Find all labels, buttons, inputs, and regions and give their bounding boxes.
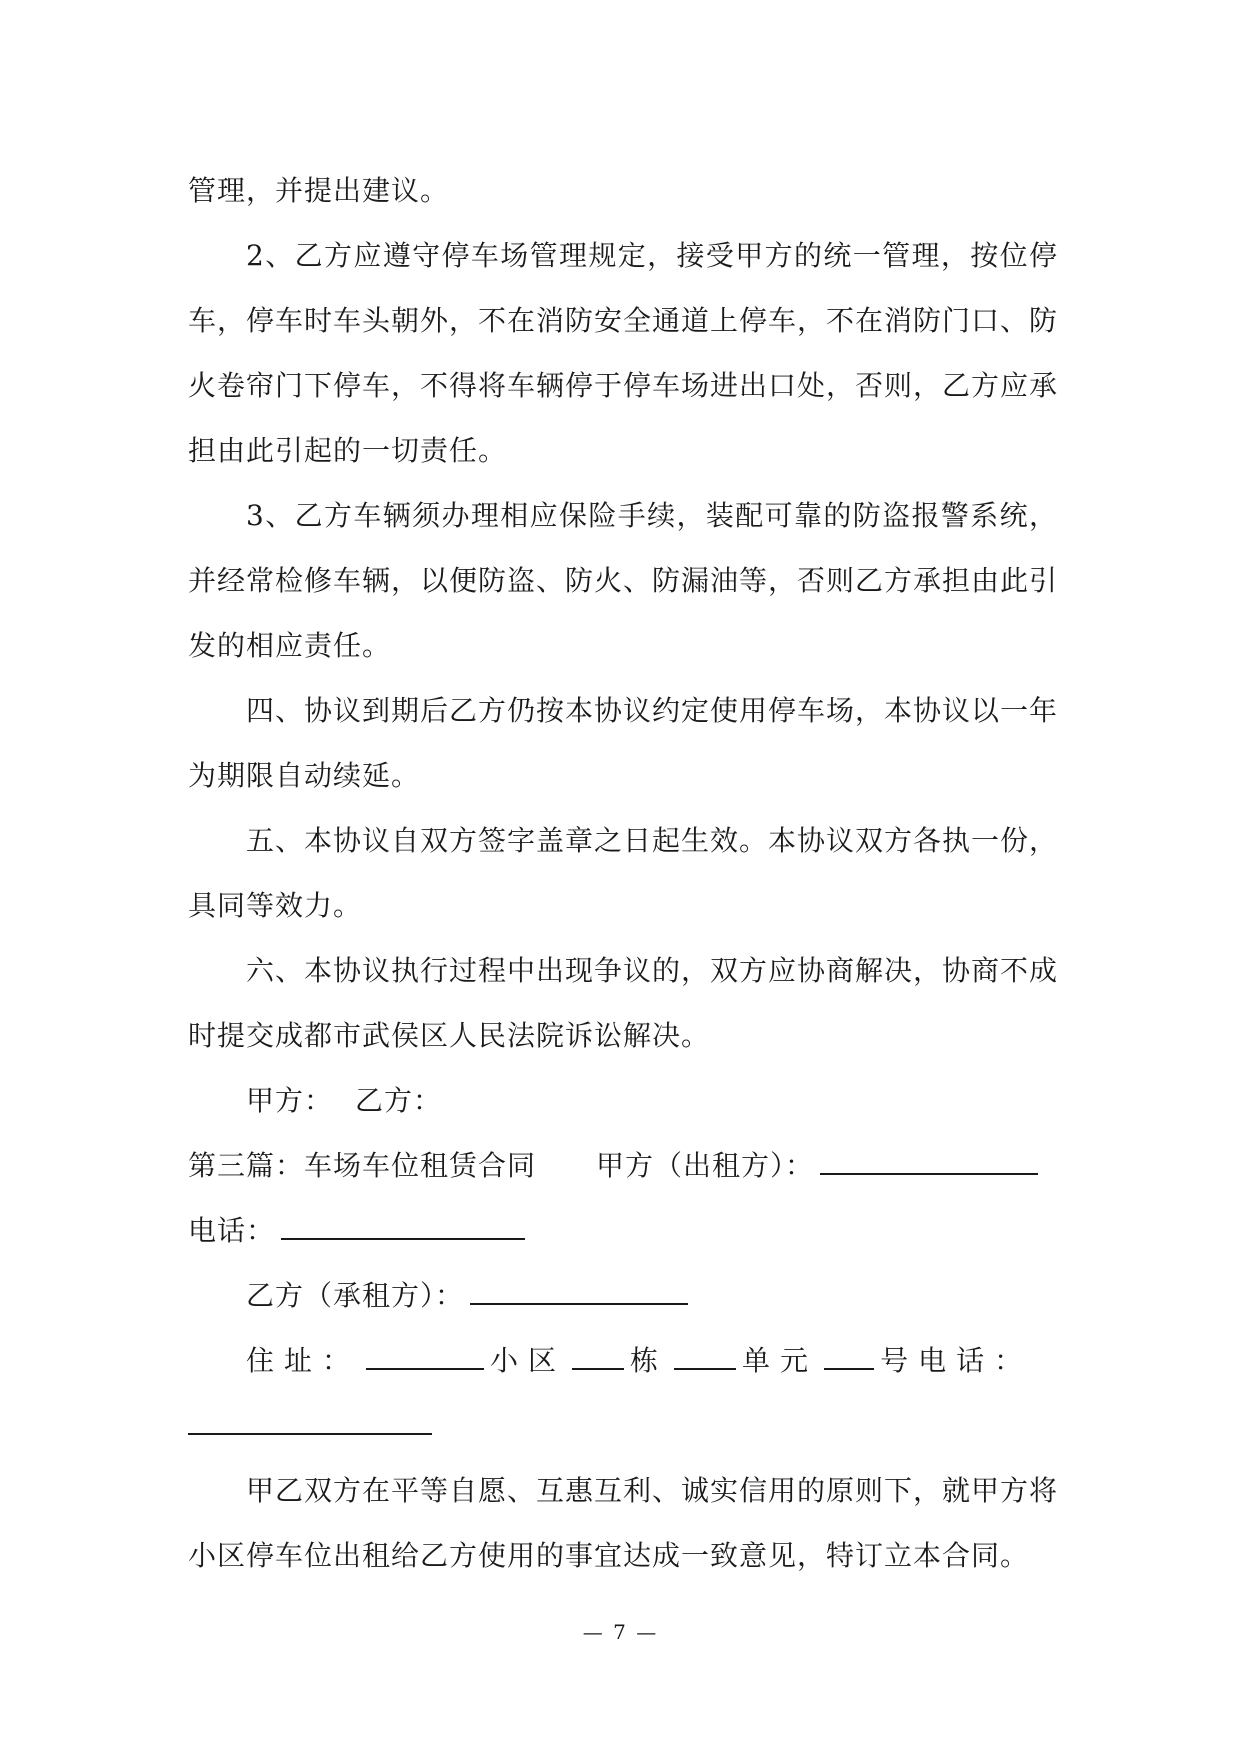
phone-blank[interactable] (281, 1208, 525, 1240)
signature-line (188, 1068, 1058, 1133)
lessor-label: 甲方（出租方）： (596, 1149, 815, 1182)
paragraph-continuation: 管理，并提出建议。 (188, 174, 450, 207)
party-b-label: 乙方： (355, 1084, 443, 1117)
section-title: 第三篇：车场车位租赁合同 (188, 1149, 537, 1182)
unit-blank[interactable] (674, 1338, 736, 1370)
address-phone-blank[interactable] (188, 1403, 432, 1435)
phone-label: 电话： (188, 1214, 276, 1247)
lessee-label: 乙方（承租方）： (246, 1279, 465, 1312)
unit-label: 单元 (742, 1344, 819, 1377)
building-label: 栋 (630, 1344, 669, 1377)
paragraph-article-6: 六、本协议执行过程中出现争议的，双方应协商解决，协商不成时提交成都市武侯区人民法院诉讼解决。 (188, 954, 1059, 1052)
address-line (188, 1328, 1058, 1393)
address-phone-line (188, 1393, 1058, 1458)
address-label: 住址： (246, 1344, 361, 1377)
lessee-name-blank[interactable] (470, 1273, 688, 1305)
closing-paragraph: 甲乙双方在平等自愿、互惠互利、诚实信用的原则下，就甲方将小区停车位出租给乙方使用的事宜达成一致意见，特订立本合同。 (188, 1474, 1059, 1572)
page-number: — 7 — (582, 1620, 659, 1644)
paragraph-clause-3: 3、乙方车辆须办理相应保险手续，装配可靠的防盗报警系统，并经常检修车辆，以便防盗、防火、防漏油等，否则乙方承担由此引发的相应责任。 (188, 499, 1059, 662)
lessee-line (188, 1263, 1058, 1328)
number-blank[interactable] (824, 1338, 874, 1370)
section-header-line (188, 1133, 1058, 1198)
document-body (188, 158, 1058, 1588)
community-label: 小区 (490, 1344, 567, 1377)
paragraph-article-4: 四、协议到期后乙方仍按本协议约定使用停车场，本协议以一年为期限自动续延。 (188, 694, 1059, 792)
phone-line (188, 1198, 1058, 1263)
paragraph-article-5: 五、本协议自双方签字盖章之日起生效。本协议双方各执一份，具同等效力。 (188, 824, 1059, 922)
number-phone-label: 号电话： (880, 1344, 1033, 1377)
address-blank[interactable] (366, 1338, 484, 1370)
paragraph-clause-2: 2、乙方应遵守停车场管理规定，接受甲方的统一管理，按位停车，停车时车头朝外，不在消防安全通道上停车，不在消防门口、防火卷帘门下停车，不得将车辆停于停车场进出口处，否则，乙方应承担由此引起的一切责任。 (188, 239, 1059, 467)
building-blank[interactable] (572, 1338, 624, 1370)
party-a-label: 甲方： (246, 1084, 334, 1117)
lessor-name-blank[interactable] (820, 1143, 1038, 1175)
